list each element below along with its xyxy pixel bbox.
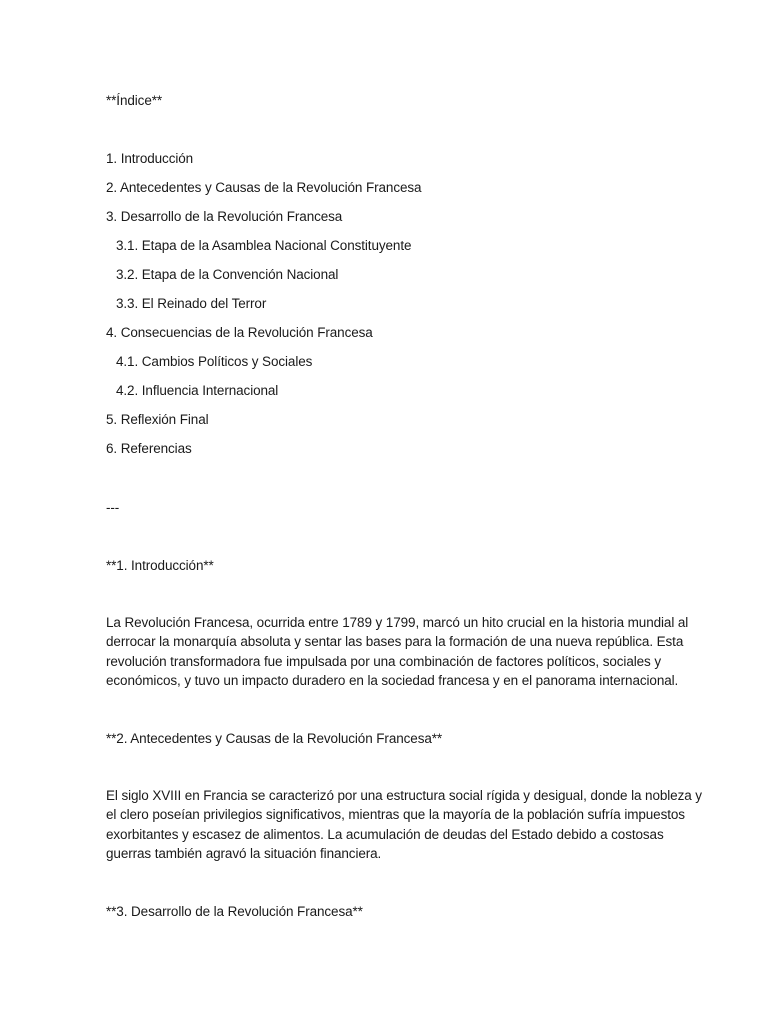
toc-subitem: 3.1. Etapa de la Asamblea Nacional Constituyente — [116, 238, 412, 253]
paragraph-line: el clero poseían privilegios significativos, mientras que la mayoría de la población sufría impuestos — [106, 807, 685, 823]
toc-subitem: 4.1. Cambios Políticos y Sociales — [116, 354, 313, 369]
section-paragraph — [106, 786, 702, 863]
section-heading: **3. Desarrollo de la Revolución Francesa** — [106, 904, 363, 919]
section-paragraph — [106, 613, 689, 690]
paragraph-line: exorbitantes y escasez de alimentos. La acumulación de deudas del Estado debido a costosas — [106, 826, 664, 842]
toc-item: 4. Consecuencias de la Revolución Francesa — [106, 325, 373, 340]
paragraph-line: revolución transformadora fue impulsada por una combinación de factores políticos, sociales y — [106, 653, 661, 669]
toc-item: 5. Reflexión Final — [106, 412, 209, 427]
toc-subitem: 3.2. Etapa de la Convención Nacional — [116, 267, 339, 282]
toc-item: 2. Antecedentes y Causas de la Revolución Francesa — [106, 180, 422, 195]
toc-item: 6. Referencias — [106, 441, 192, 456]
toc-item: 3. Desarrollo de la Revolución Francesa — [106, 209, 343, 224]
paragraph-line: La Revolución Francesa, ocurrida entre 1789 y 1799, marcó un hito crucial en la historia mundial al — [106, 615, 689, 630]
toc-subitem: 4.2. Influencia Internacional — [116, 383, 279, 398]
paragraph-line: El siglo XVIII en Francia se caracterizó por una estructura social rígida y desigual, donde la nobleza y — [106, 788, 702, 803]
toc-subitem: 3.3. El Reinado del Terror — [116, 296, 267, 311]
toc-item: 1. Introducción — [106, 151, 194, 166]
index-heading: **Índice** — [106, 93, 163, 108]
paragraph-line: derrocar la monarquía absoluta y sentar las bases para la formación de una nueva república. Esta — [106, 634, 684, 650]
section-heading: **2. Antecedentes y Causas de la Revolución Francesa** — [106, 731, 443, 746]
section-heading: **1. Introducción** — [106, 558, 214, 573]
paragraph-line: económicos, y tuvo un impacto duradero en la sociedad francesa y en el panorama internacional. — [106, 672, 679, 688]
separator: --- — [106, 500, 120, 515]
paragraph-line: guerras también agravó la situación financiera. — [106, 845, 382, 861]
